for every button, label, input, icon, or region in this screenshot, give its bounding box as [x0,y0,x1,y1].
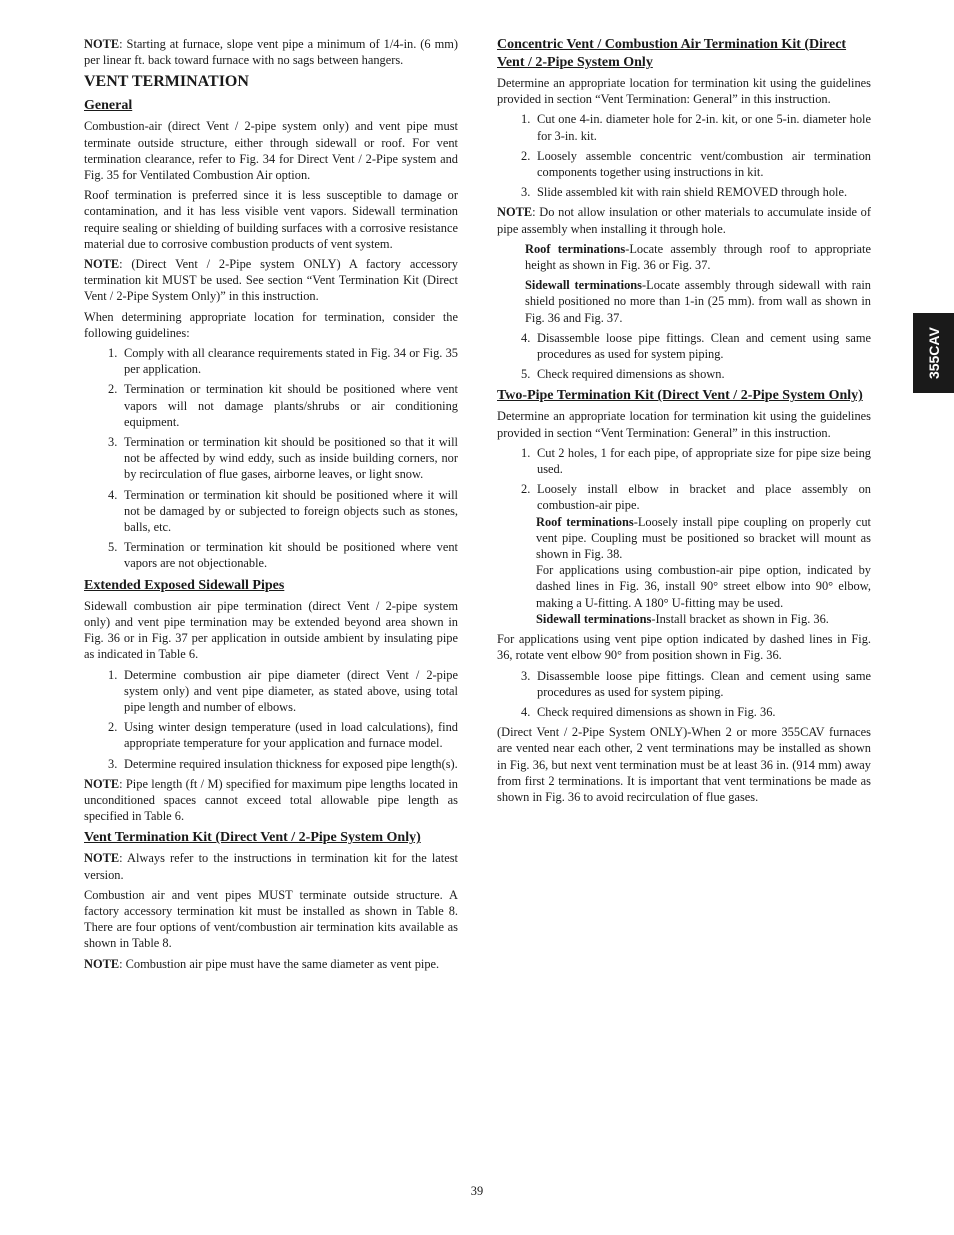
general-paragraph-3: When determining appropriate location for termination, consider the following guidelines: [84,309,458,340]
two-pipe-roof-terminations [497,514,871,563]
list-text: Cut one 4-in. diameter hole for 2-in. kit, or one 5-in. diameter hole for 3-in. kit. [537,112,871,143]
extended-steps-list [84,667,458,772]
list-text: Loosely assemble concentric vent/combustion air termination components together using instructions in kit. [537,148,871,180]
concentric-heading: Concentric Vent / Combustion Air Termination Kit (Direct Vent / 2-Pipe System Only [497,37,847,70]
list-number: 3. [521,668,531,683]
list-number: 1. [108,667,118,682]
concentric-sidewall-terminations [497,277,871,326]
concentric-note [497,204,871,236]
two-pipe-steps-list-continued [497,668,871,721]
list-number: 1. [521,445,531,460]
list-item [497,111,871,143]
list-number: 5. [108,540,118,555]
two-pipe-sidewall-terminations [497,611,871,627]
note-label: NOTE [84,37,120,51]
list-item [497,330,871,362]
note-text: : Combustion air pipe must have the same diameter as vent pipe. [119,956,440,971]
list-item [84,487,458,536]
list-number: 5. [521,367,531,382]
sidewall-terminations-text: -Locate assembly through sidewall with rain shield positioned no more than 1-in (25 mm). from wall as shown in Fig. 36 and Fig. 37. [525,278,871,325]
list-text: Using winter design temperature (used in load calculations), find appropriate temperature for your application and furnace model. [124,720,458,751]
list-text: Check required dimensions as shown in Fig. 36. [537,704,776,719]
left-column [84,36,458,976]
concentric-paragraph: Determine an appropriate location for termination kit using the guidelines provided in section “Vent Termination: General” in this instruction. [497,76,871,107]
list-item [497,148,871,180]
list-number: 2. [521,482,531,497]
list-text: Slide assembled kit with rain shield REMOVED through hole. [537,185,848,200]
kit-heading: Vent Termination Kit (Direct Vent / 2-Pipe System Only) [84,830,421,846]
list-item [497,366,871,382]
extended-note [84,776,458,825]
note-text: : Always refer to the instructions in termination kit for the latest version. [84,851,458,882]
list-text: Termination or termination kit should be positioned where vent vapors are not objectionable. [124,540,458,571]
list-text: Disassemble loose pipe fittings. Clean and cement using same procedures as used for system piping. [537,668,871,699]
model-side-tab [913,313,954,393]
kit-note-2 [84,956,458,972]
list-text: Determine combustion air pipe diameter (direct Vent / 2-pipe system only) and vent pipe diameter, as stated above, using total pipe length and number of elbows. [124,667,458,714]
section-title: VENT TERMINATION [84,73,249,91]
note-text: : (Direct Vent / 2-Pipe system ONLY) A factory accessory termination kit MUST be used. See section “Vent Termination Kit (Direct Vent / 2-Pipe System Only)” in this instruction. [84,257,458,304]
list-item [84,719,458,751]
roof-terminations-label: Roof terminations [525,241,626,256]
list-item [84,345,458,377]
extended-paragraph: Sidewall combustion air pipe termination (direct Vent / 2-pipe system only) and vent pipe termination may be extended beyond area shown in Fig. 36 or in Fig. 37 per application in outside ambient by insulating pipe as indicated in Table 6. [84,598,458,662]
list-number: 4. [521,704,531,719]
list-item [497,481,871,513]
general-guidelines-list [84,345,458,572]
note-text: : Starting at furnace, slope vent pipe a minimum of 1/4-in. (6 mm) per linear ft. back toward furnace with no sags between hangers. [84,37,458,68]
list-item [84,381,458,430]
note-slope [84,36,458,68]
list-number: 3. [108,756,118,771]
sidewall-terminations-label: Sidewall terminations [536,611,652,626]
two-pipe-paragraph: Determine an appropriate location for termination kit using the guidelines provided in section “Vent Termination: General” in this instruction. [497,409,871,440]
note-label: NOTE [84,257,120,272]
list-text: Disassemble loose pipe fittings. Clean and cement using same procedures as used for system piping. [537,330,871,362]
sidewall-terminations-text: -Install bracket as shown in Fig. 36. [651,611,829,626]
note-text: : Do not allow insulation or other materials to accumulate inside of pipe assembly when installing it through hole. [497,205,871,236]
note-label: NOTE [84,851,120,866]
list-number: 1. [108,346,118,361]
list-item [497,668,871,700]
note-text: : Pipe length (ft / M) specified for maximum pipe lengths located in unconditioned spaces cannot exceed total allowable pipe length as specified in Table 6. [84,776,458,824]
general-paragraph-1: Combustion-air (direct Vent / 2-pipe system only) and vent pipe must terminate outside structure, either through sidewall or roof. For vent termination clearance, refer to Fig. 34 for Direct Vent / 2-Pipe system and Fig. 35 for Ventilated Combustion Air option. [84,119,458,183]
concentric-steps-list-continued [497,330,871,383]
extended-heading: Extended Exposed Sidewall Pipes [84,577,285,593]
list-text: Termination or termination kit should be positioned where it will not be damaged by or subjected to foreign objects such as stones, balls, etc. [124,487,458,535]
concentric-steps-list [497,111,871,200]
two-pipe-heading: Two-Pipe Termination Kit (Direct Vent / 2-Pipe System Only) [497,388,863,404]
roof-terminations-text: -Locate assembly through roof to appropriate height as shown in Fig. 36 or Fig. 37. [525,241,871,273]
two-pipe-steps-list [497,445,871,514]
two-pipe-option-paragraph: For applications using combustion-air pipe option, indicated by dashed lines in Fig. 36, install 90° street elbow into 90° elbow, making a U-fitting. A 180° U-fitting may be used. [536,563,871,610]
list-text: Termination or termination kit should be positioned so that it will not be affected by wind eddy, such as inside building corners, nor by recirculation of flue gases, airborne leaves, or light snow. [124,435,458,482]
list-text: Determine required insulation thickness for exposed pipe length(s). [124,756,458,771]
general-paragraph-2: Roof termination is preferred since it is less susceptible to damage or contamination, and it has less visible vent vapors. Sidewall termination require sealing or shielding of building surfaces with a corrosive resistance material due to corrosive combustion products of vent system. [84,188,458,251]
two-pipe-vent-option-paragraph: For applications using vent pipe option indicated by dashed lines in Fig. 36, rotate vent elbow 90° from position shown in Fig. 36. [497,632,871,663]
note-label: NOTE [84,956,120,971]
concentric-roof-terminations [497,241,871,273]
model-side-tab-label: 355CAV [925,327,942,379]
list-item [84,434,458,483]
list-number: 2. [108,382,118,397]
list-item [497,184,871,200]
roof-terminations-text: -Loosely install pipe coupling on properly cut vent pipe. Coupling must be positioned so bracket will mount as shown in Fig. 38. [536,514,871,562]
list-text: Loosely install elbow in bracket and place assembly on combustion-air pipe. [537,482,871,513]
list-number: 1. [521,112,531,127]
page-number: 39 [470,1184,484,1198]
list-item [84,539,458,571]
general-heading: General [84,98,133,114]
list-number: 2. [521,148,531,163]
list-item [84,667,458,716]
roof-terminations-label: Roof terminations [536,514,634,529]
kit-paragraph: Combustion air and vent pipes MUST terminate outside structure. A factory accessory termination kit must be installed as shown in Table 8. There are four options of vent/combustion air termination kits available as shown in Table 8. [84,887,458,951]
list-text: Comply with all clearance requirements stated in Fig. 34 or Fig. 35 per application. [124,346,458,377]
list-number: 3. [521,185,531,200]
list-item [497,704,871,720]
list-text: Check required dimensions as shown. [537,367,725,382]
list-number: 2. [108,720,118,735]
general-note [84,256,458,305]
two-pipe-multiple-furnaces-paragraph: (Direct Vent / 2-Pipe System ONLY)-When 2 or more 355CAV furnaces are vented near each other, 2 vent terminations may be installed as shown in Fig. 36, but next vent termination must be at least 36 in. (914 mm) away from first 2 terminations. It is important that vent terminations be made as shown in Fig. 36 to avoid recirculation of flue gases. [497,725,871,804]
list-number: 4. [521,330,531,345]
kit-note-1 [84,850,458,882]
list-number: 3. [108,435,118,450]
note-label: NOTE [84,776,120,791]
right-column [497,36,871,809]
list-number: 4. [108,487,118,502]
sidewall-terminations-label: Sidewall terminations [525,278,642,293]
list-item [84,756,458,772]
list-text: Cut 2 holes, 1 for each pipe, of appropriate size for pipe size being used. [537,445,871,477]
list-text: Termination or termination kit should be positioned where vent vapors will not damage plants/shrubs or air conditioning equipment. [124,382,458,429]
list-item [497,445,871,477]
note-label: NOTE [497,205,533,220]
